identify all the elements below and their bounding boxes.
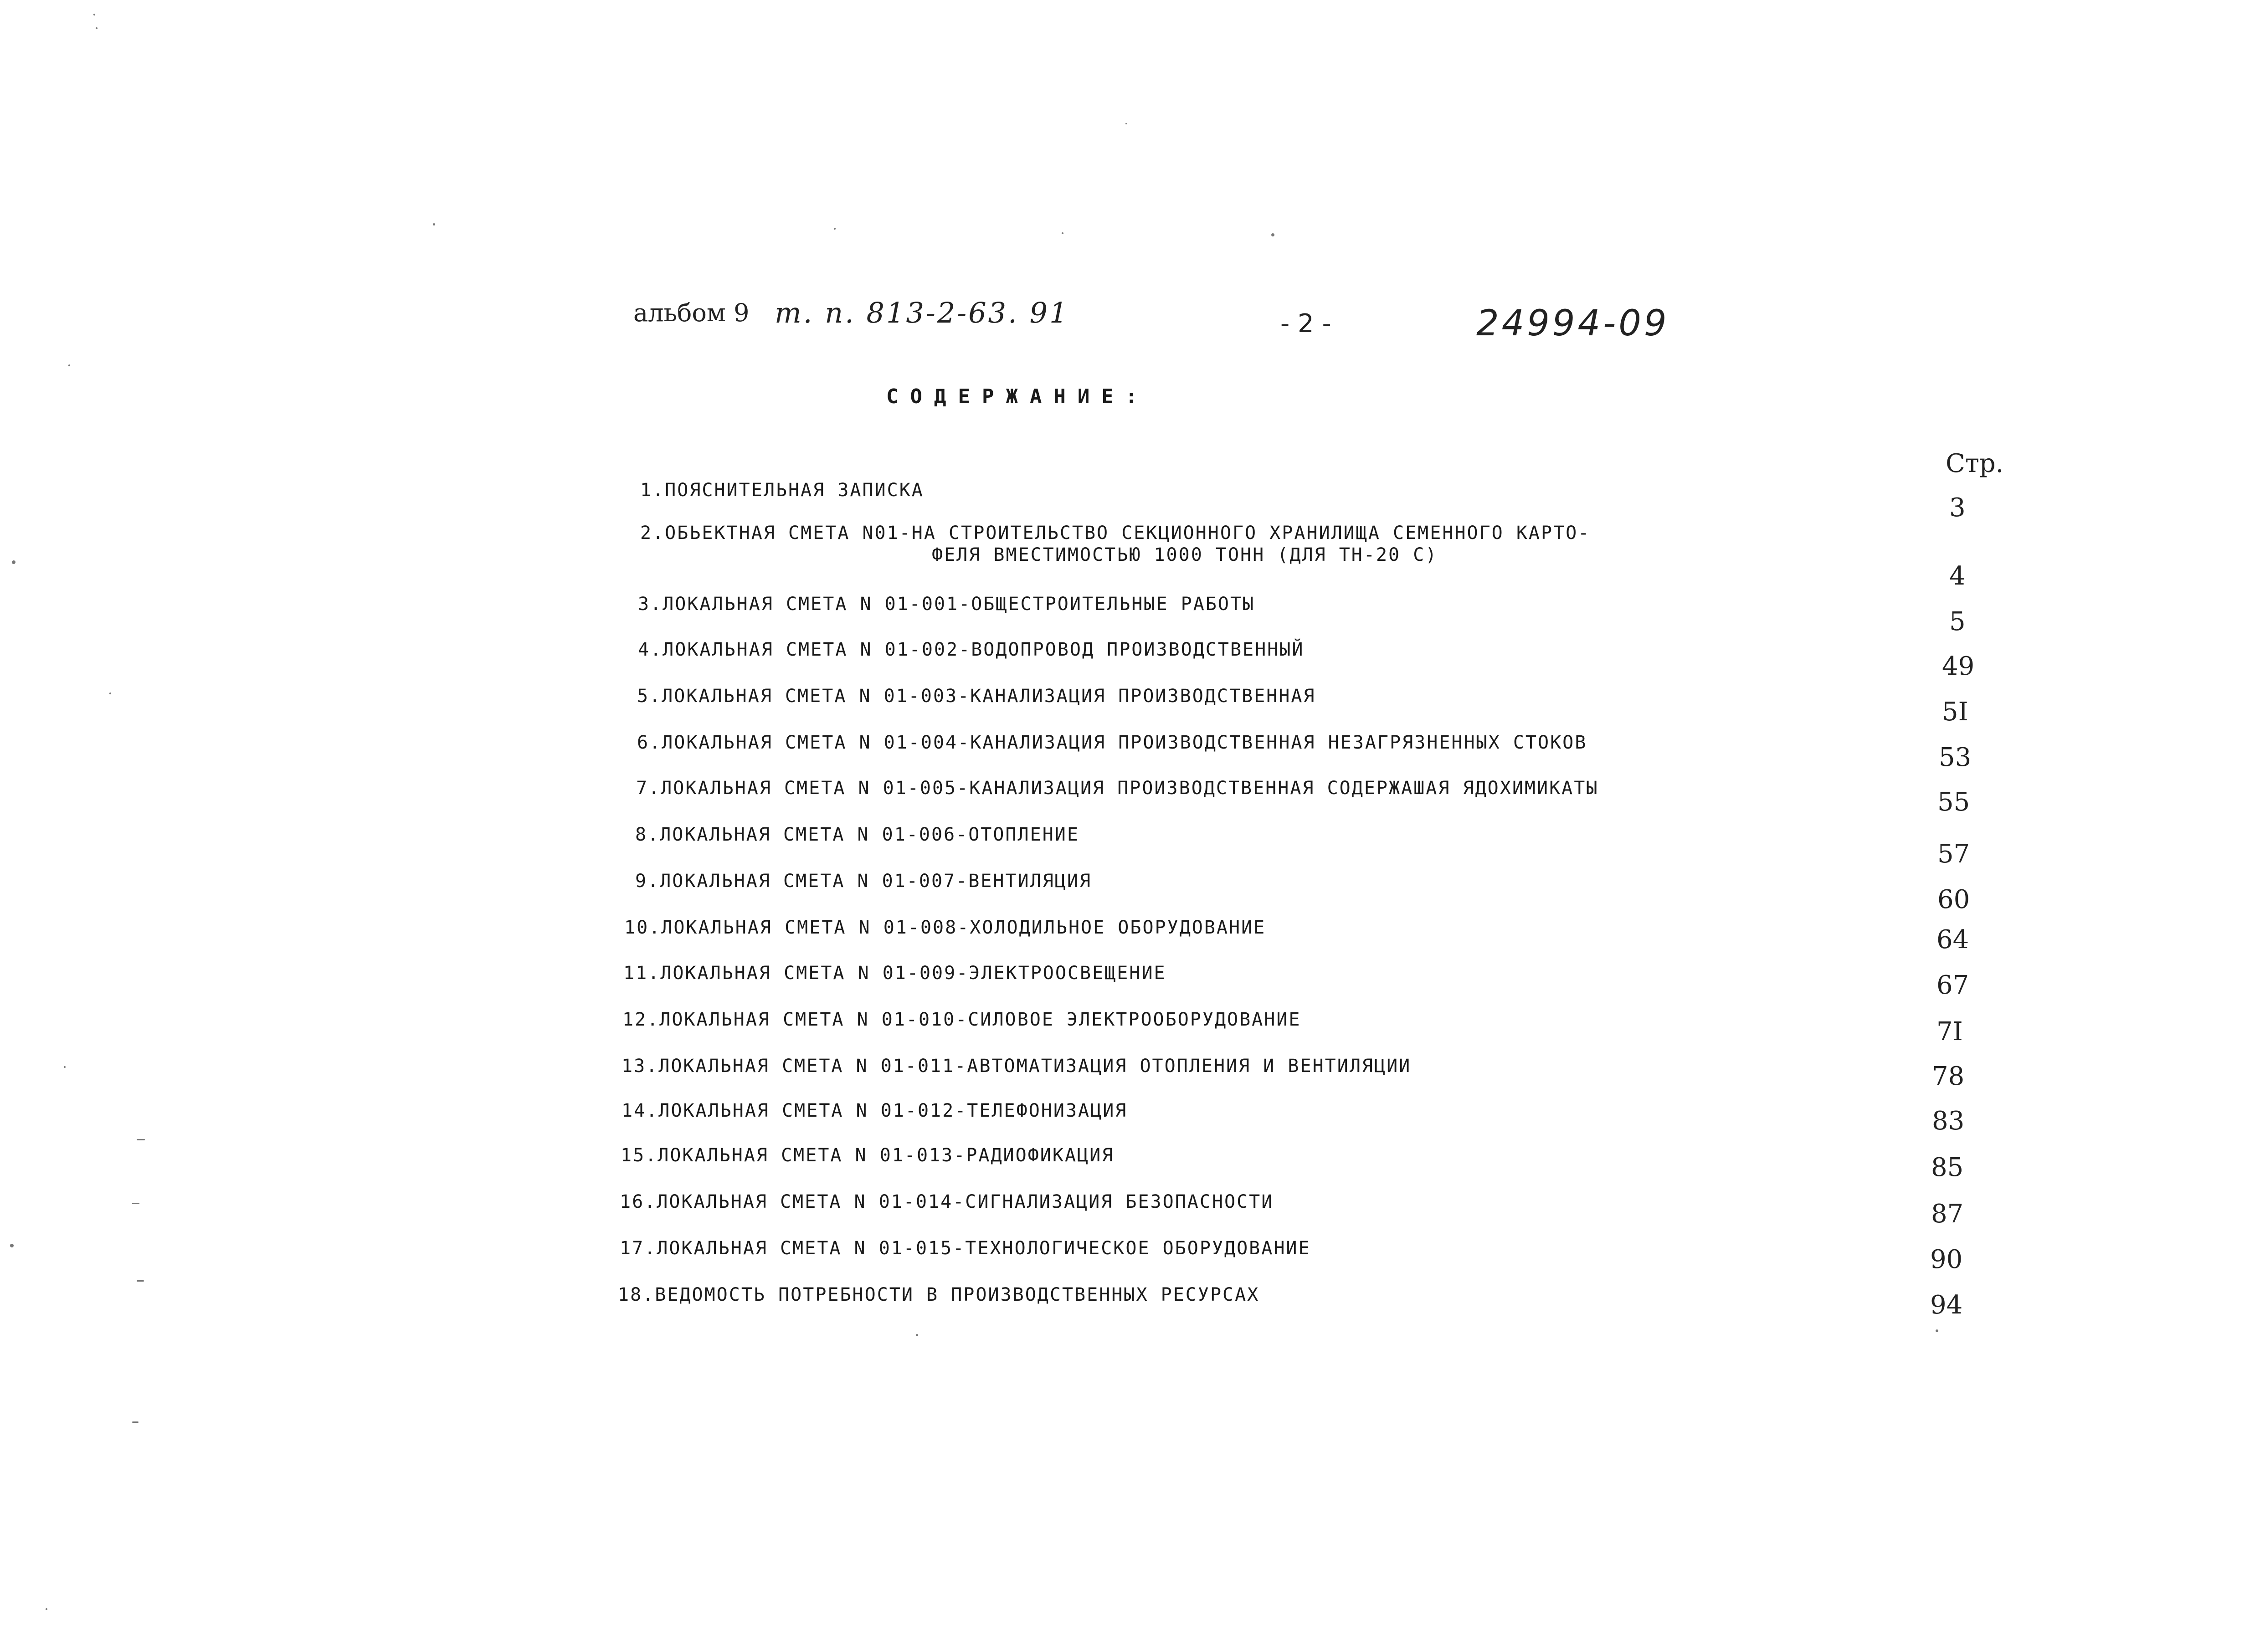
toc-entry: [620, 1191, 1274, 1213]
scan-speck: [1936, 1329, 1938, 1332]
toc-entry-page: 87: [1931, 1199, 1964, 1229]
scan-speck: [132, 1421, 139, 1423]
toc-entry-text: 6.ЛОКАЛЬНАЯ СМЕТА N 01-004-КАНАЛИЗАЦИЯ ПРОИЗВОДСТВЕННАЯ НЕЗАГРЯЗНЕННЫХ СТОКОВ: [637, 732, 1587, 753]
scan-speck: [137, 1280, 144, 1282]
toc-entry: [636, 777, 1598, 799]
toc-entry: [637, 685, 1316, 707]
toc-entry-text: 8.ЛОКАЛЬНАЯ СМЕТА N 01-006-ОТОПЛЕНИЕ: [635, 824, 1079, 845]
toc-entry-text: 11.ЛОКАЛЬНАЯ СМЕТА N 01-009-ЭЛЕКТРООСВЕЩЕНИЕ: [623, 963, 1166, 984]
toc-entry-page: 5I: [1942, 697, 1968, 727]
toc-entry-text: 13.ЛОКАЛЬНАЯ СМЕТА N 01-011-АВТОМАТИЗАЦИЯ ОТОПЛЕНИЯ И ВЕНТИЛЯЦИИ: [622, 1056, 1412, 1077]
toc-entry-text: 15.ЛОКАЛЬНАЯ СМЕТА N 01-013-РАДИОФИКАЦИЯ: [621, 1145, 1115, 1166]
toc-entry: [640, 479, 924, 501]
album-number: альбом 9: [633, 298, 750, 327]
scan-speck: [916, 1334, 918, 1336]
toc-entry-text: 17.ЛОКАЛЬНАЯ СМЕТА N 01-015-ТЕХНОЛОГИЧЕСКОЕ ОБОРУДОВАНИЕ: [620, 1238, 1311, 1259]
toc-entry-page: 49: [1942, 652, 1975, 681]
toc-entry-page: 85: [1931, 1153, 1964, 1182]
page-column-label: Стр.: [1946, 449, 2004, 478]
toc-entry-page: 60: [1937, 885, 1970, 914]
toc-entry: [640, 522, 1590, 566]
toc-entry-page: 67: [1936, 970, 1969, 1000]
toc-entry: [618, 1284, 1259, 1306]
toc-entry: [622, 1009, 1301, 1031]
toc-entry: [622, 1055, 1411, 1077]
toc-entry: [635, 870, 1092, 892]
toc-entry-page: 90: [1930, 1245, 1963, 1274]
scan-speck: [93, 14, 95, 15]
project-number: т. п. 813-2-63. 91: [775, 296, 1069, 329]
toc-entry-page: 3: [1949, 493, 1966, 523]
toc-entry: [635, 824, 1079, 846]
toc-entry: [637, 732, 1587, 754]
toc-entry: [624, 917, 1266, 939]
scan-speck: [834, 228, 836, 230]
toc-entry-page: 64: [1936, 925, 1969, 954]
scan-speck: [1271, 233, 1274, 236]
scan-speck: [46, 1608, 47, 1610]
toc-entry-page: 5: [1949, 607, 1966, 636]
scan-speck: [12, 560, 15, 564]
toc-entry-page: 78: [1932, 1062, 1965, 1091]
toc-title: СОДЕРЖАНИЕ:: [886, 385, 1150, 408]
scan-speck: [1125, 123, 1127, 124]
toc-entry-text: 3.ЛОКАЛЬНАЯ СМЕТА N 01-001-ОБЩЕСТРОИТЕЛЬНЫЕ РАБОТЫ: [638, 594, 1255, 615]
toc-entry-text: 4.ЛОКАЛЬНАЯ СМЕТА N 01-002-ВОДОПРОВОД ПРОИЗВОДСТВЕННЫЙ: [638, 639, 1305, 660]
scan-speck: [68, 364, 70, 366]
toc-entry-text-continued: ФЕЛЯ ВМЕСТИМОСТЬЮ 1000 ТОНН (ДЛЯ ТН-20 С): [932, 544, 1438, 565]
toc-entry-page: 53: [1939, 743, 1972, 772]
toc-entry-page: 4: [1949, 561, 1966, 591]
toc-entry-text: 1.ПОЯСНИТЕЛЬНАЯ ЗАПИСКА: [640, 480, 924, 501]
page-number: - 2 -: [1280, 309, 1331, 339]
toc-entry-text: 5.ЛОКАЛЬНАЯ СМЕТА N 01-003-КАНАЛИЗАЦИЯ ПРОИЗВОДСТВЕННАЯ: [637, 686, 1316, 707]
toc-entry-text: 12.ЛОКАЛЬНАЯ СМЕТА N 01-010-СИЛОВОЕ ЭЛЕКТРООБОРУДОВАНИЕ: [622, 1009, 1301, 1030]
toc-entry: [621, 1144, 1114, 1166]
scan-speck: [1062, 232, 1063, 234]
scan-speck: [96, 27, 98, 29]
toc-entry-text: 18.ВЕДОМОСТЬ ПОТРЕБНОСТИ В ПРОИЗВОДСТВЕННЫХ РЕСУРСАХ: [618, 1284, 1260, 1305]
toc-entry-page: 57: [1937, 839, 1970, 869]
toc-entry-text: 2.ОБЬЕКТНАЯ СМЕТА N01-НА СТРОИТЕЛЬСТВО СЕКЦИОННОГО ХРАНИЛИЩА СЕМЕННОГО КАРТО-: [640, 523, 1591, 544]
toc-entry-page: 55: [1937, 787, 1970, 817]
toc-entry: [623, 962, 1166, 984]
scan-speck: [433, 223, 435, 226]
scan-speck: [109, 693, 111, 694]
toc-entry-text: 10.ЛОКАЛЬНАЯ СМЕТА N 01-008-ХОЛОДИЛЬНОЕ ОБОРУДОВАНИЕ: [624, 917, 1266, 938]
toc-entry: [638, 593, 1255, 615]
toc-entry-text: 14.ЛОКАЛЬНАЯ СМЕТА N 01-012-ТЕЛЕФОНИЗАЦИЯ: [622, 1100, 1128, 1121]
toc-entry-text: 7.ЛОКАЛЬНАЯ СМЕТА N 01-005-КАНАЛИЗАЦИЯ ПРОИЗВОДСТВЕННАЯ СОДЕРЖАШАЯ ЯДОХИМИКАТЫ: [636, 778, 1599, 799]
toc-entry: [622, 1100, 1127, 1122]
toc-entry-text: 16.ЛОКАЛЬНАЯ СМЕТА N 01-014-СИГНАЛИЗАЦИЯ БЕЗОПАСНОСТИ: [620, 1191, 1274, 1212]
scan-speck: [132, 1203, 139, 1204]
toc-entry-page: 83: [1932, 1106, 1965, 1136]
toc-entry-text: 9.ЛОКАЛЬНАЯ СМЕТА N 01-007-ВЕНТИЛЯЦИЯ: [635, 871, 1092, 892]
document-code: 24994-09: [1476, 303, 1669, 344]
scan-speck: [10, 1244, 14, 1247]
toc-entry-page: 94: [1930, 1290, 1963, 1320]
toc-entry: [620, 1237, 1311, 1259]
toc-entry-page: 7I: [1936, 1017, 1963, 1047]
scan-speck: [64, 1066, 66, 1068]
toc-entry: [638, 639, 1304, 661]
scan-speck: [137, 1139, 145, 1140]
